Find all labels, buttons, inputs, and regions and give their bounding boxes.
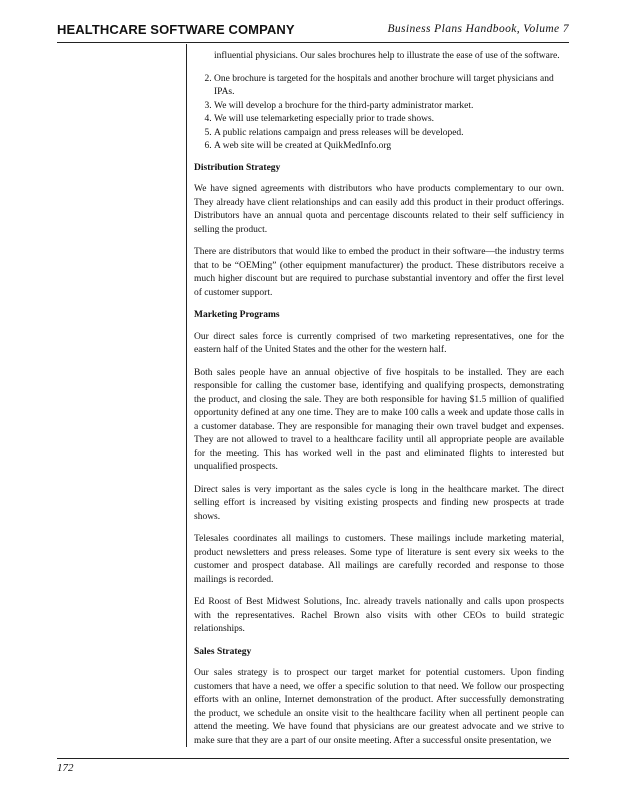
sales-strategy-heading: Sales Strategy: [194, 646, 252, 657]
distribution-strategy-heading: Distribution Strategy: [194, 162, 281, 173]
paragraph: Direct sales is very important as the sales cycle is long in the healthcare market. The direct selling effort is increased by visiting existing prospects and finding new prospects at trade shows.: [194, 484, 564, 522]
paragraph: We have signed agreements with distributors who have products complementary to our own. They already have client relationships and can easily add this product in their product offerings. Distributors have an annual quota and percentage discounts related to their self sufficiency in selling the product.: [194, 184, 564, 235]
paragraph: Ed Roost of Best Midwest Solutions, Inc. already travels nationally and calls upon prospects with the representatives. Rachel Brown also visits with other CEOs to build strategic relationships.: [194, 597, 564, 634]
page-content: [194, 50, 564, 757]
list-item: 5. A public relations campaign and press releases will be developed.: [214, 127, 564, 141]
running-header: [57, 22, 569, 44]
paragraph: Our direct sales force is currently comprised of two marketing representatives, one for the eastern half of the United States and the other for the western half.: [194, 331, 564, 355]
paragraph: Both sales people have an annual objective of five hospitals to be installed. They are each responsible for calling the customer base, identifying and qualifying prospects, demonstrating the product, and closing the sale. They are both responsible for having $1.5 million of qualified opportunity defined at any one time. They are to make 100 calls a week and update those calls in a customer database. They are responsible for managing their own travel budget and expenses. They are not allowed to travel to a healthcare facility until all appropriate people are available for the meeting. This has worked well in the past and eliminated flights to interested but unqualified prospects.: [194, 367, 564, 472]
paragraph: Our sales strategy is to prospect our target market for potential customers. Upon finding customers that have a need, we offer a specific solution to that need. We follow our prospecting efforts with an online, Internet demonstration of the product. After successfully demonstrating the product, we schedule an onsite visit to the healthcare facility when all pertinent people can attend the meeting. We have found that physicians are our greatest advocate and we strive to make sure that they are a part of our onsite meeting. After a successful onsite presentation, we: [194, 668, 564, 746]
header-rule: [57, 42, 569, 43]
list-item: 2. One brochure is targeted for the hospitals and another brochure will target physicians and IPAs.: [214, 73, 564, 100]
margin-rule: [186, 44, 187, 747]
marketing-programs-heading: Marketing Programs: [194, 310, 280, 320]
paragraph: There are distributors that would like to embed the product in their software—the industry terms that to be “OEMing” (other equipment manufacturer) the product. These distributors receive a much higher discount but are required to purchase substantial inventory and offer the first level of customer support.: [194, 247, 564, 298]
marketing-tools-list: [194, 73, 564, 154]
paragraph: Telesales coordinates all mailings to customers. These mailings include marketing material, product newsletters and press releases. Some type of literature is sent every six weeks to the customer and prospect database. All mailings are carefully recorded and response to those mailings is recorded.: [194, 534, 564, 585]
page-number: 172: [57, 762, 74, 774]
header-title: HEALTHCARE SOFTWARE COMPANY: [57, 22, 295, 37]
list-continuation: influential physicians. Our sales brochures help to illustrate the ease of use of the software.: [214, 51, 560, 61]
list-item: 4. We will use telemarketing especially prior to trade shows.: [214, 113, 564, 127]
list-item: 3. We will develop a brochure for the third-party administrator market.: [214, 100, 564, 114]
footer-rule: [57, 758, 569, 759]
header-volume: Business Plans Handbook, Volume 7: [387, 23, 569, 35]
list-item: 6. A web site will be created at QuikMedInfo.org: [214, 140, 564, 154]
